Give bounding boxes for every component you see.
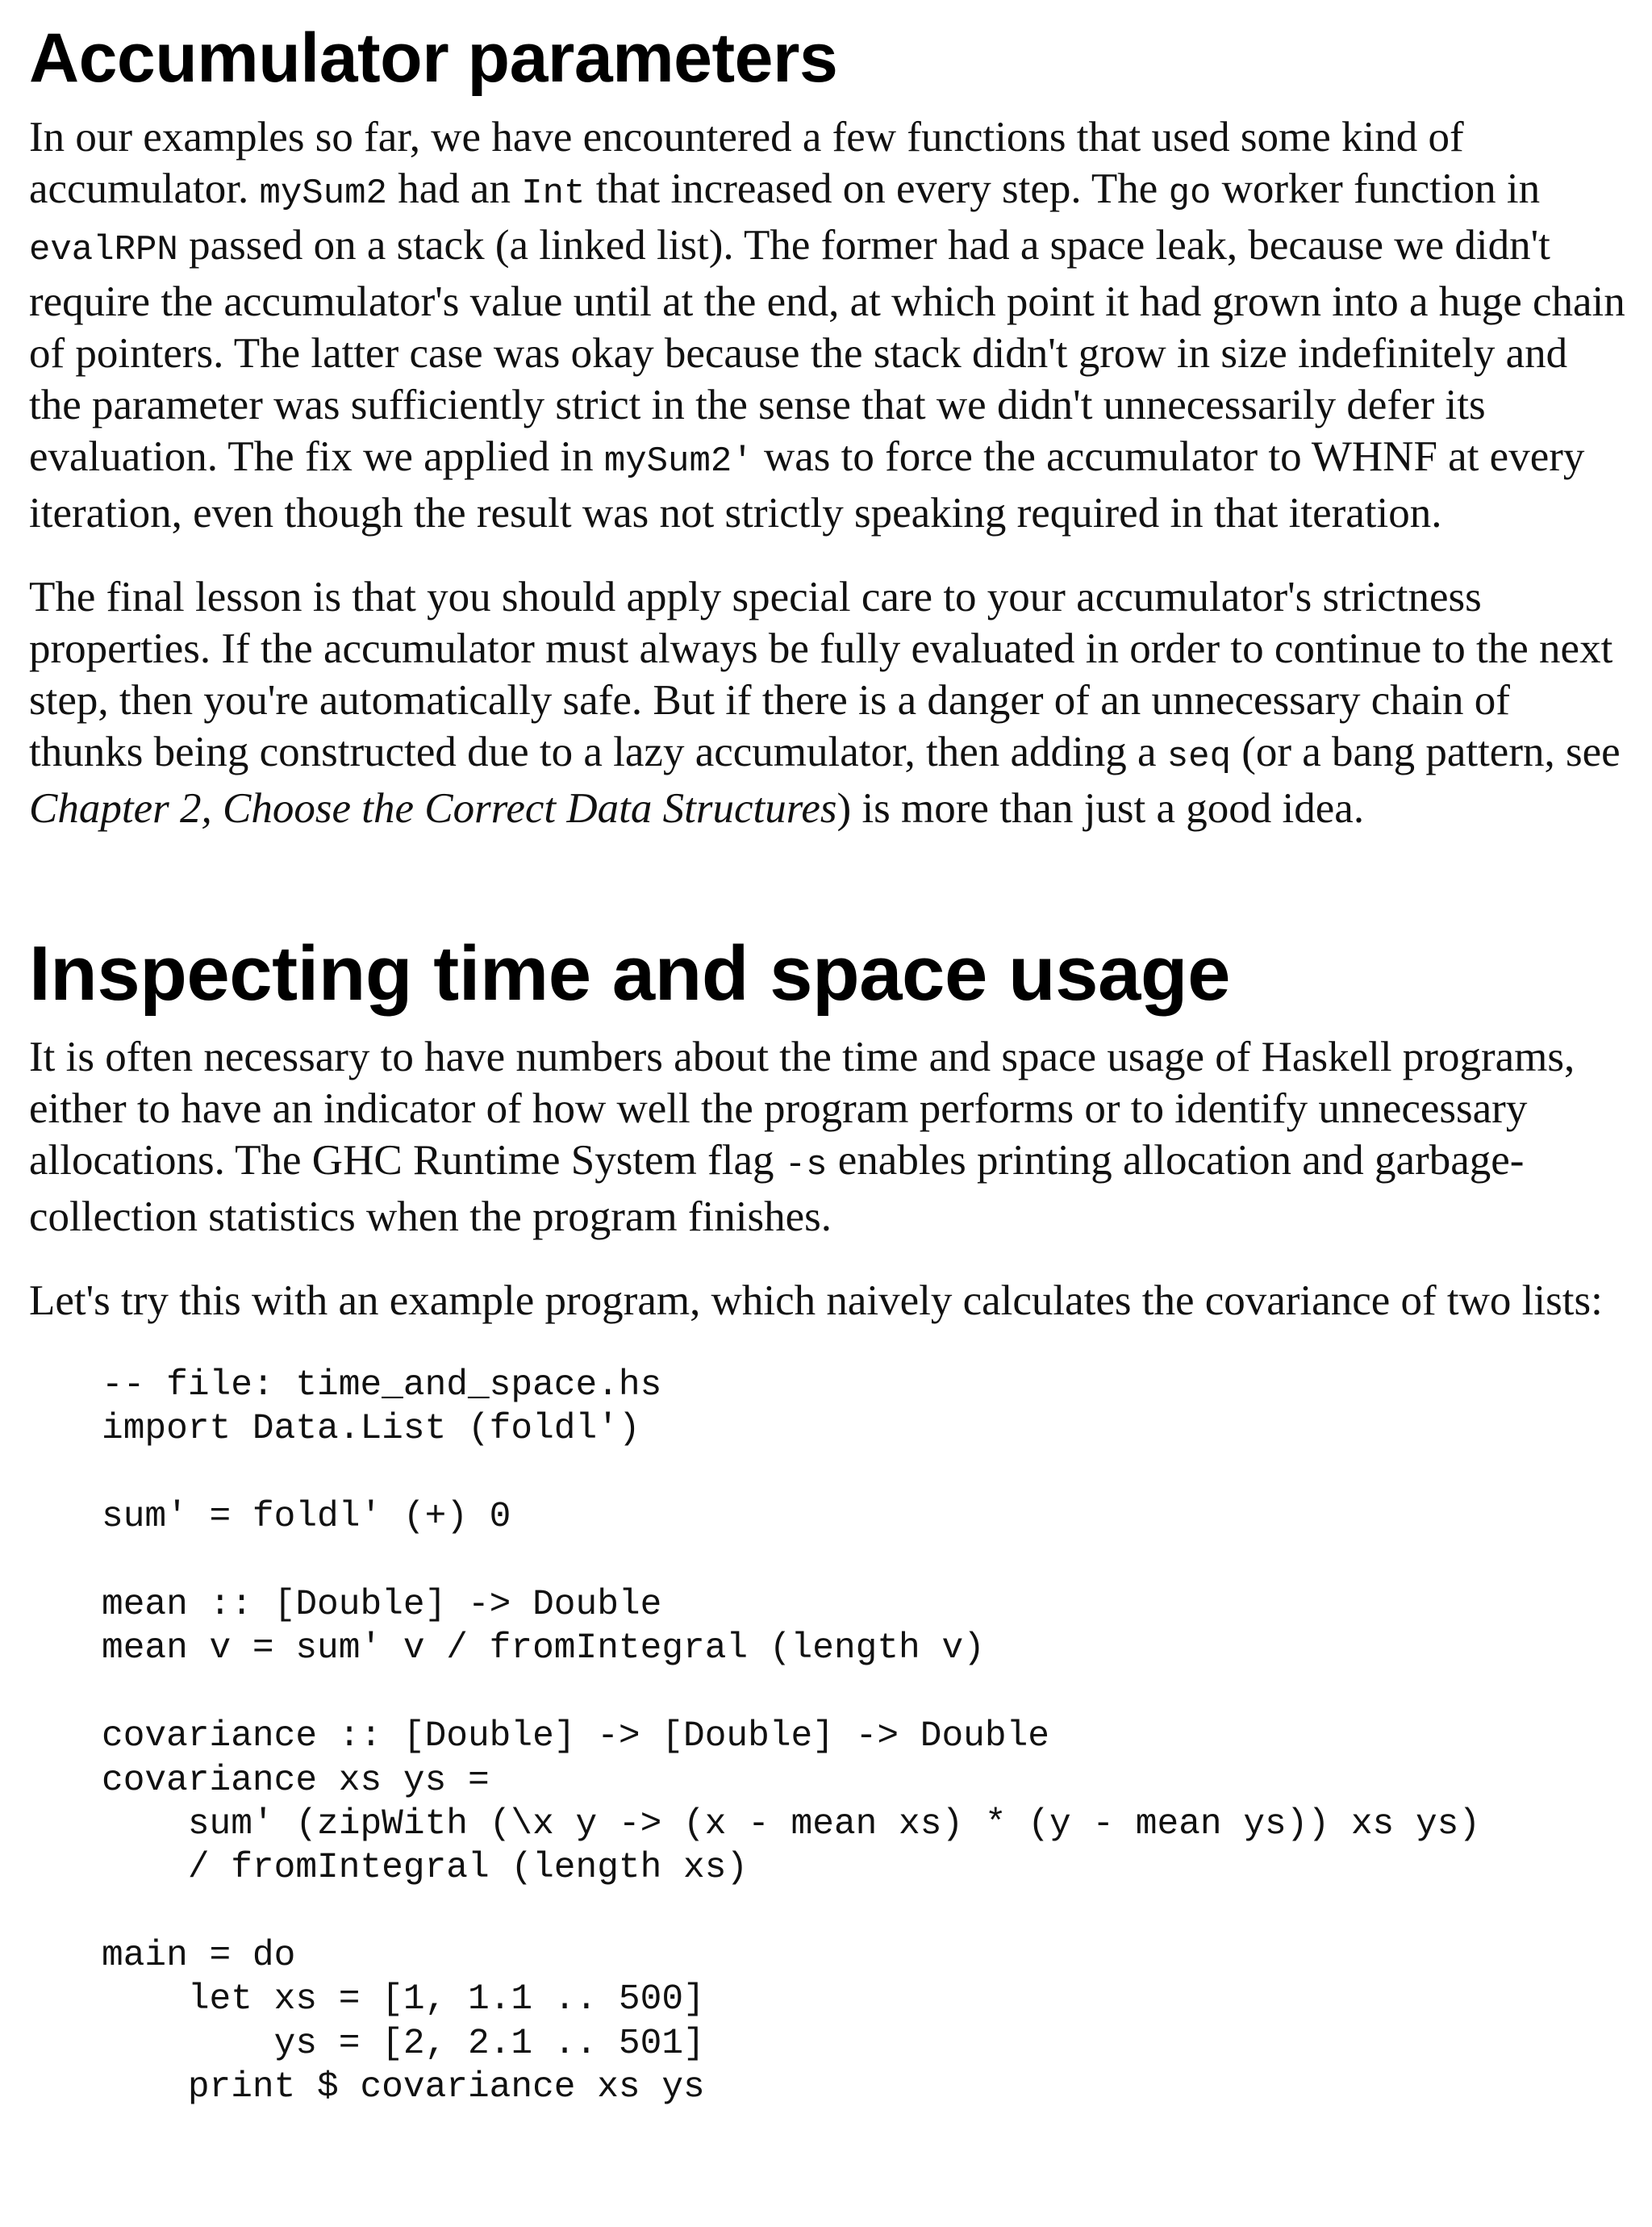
inline-code-go: go bbox=[1168, 173, 1212, 214]
code-line: print $ covariance xs ys bbox=[102, 2067, 705, 2108]
inline-code-mysum2-prime: mySum2' bbox=[603, 441, 753, 482]
code-line: sum' = foldl' (+) 0 bbox=[102, 1497, 511, 1538]
section-heading-accumulator-parameters: Accumulator parameters bbox=[29, 19, 838, 97]
code-line: mean :: [Double] -> Double bbox=[102, 1584, 662, 1625]
code-line bbox=[102, 1891, 1626, 1934]
paragraph-time-space-intro: It is often necessary to have numbers about the time and space usage of Haskell programs, either to have an indicator of how well the program performs or to identify unnecessary allocations. The GHC Runtime System flag -s enables printing allocation and garbage-collection statistics when the program finishes. bbox=[29, 1034, 1575, 1240]
document-page bbox=[29, 0, 1626, 2110]
code-line: main = do bbox=[102, 1936, 296, 1977]
inline-code-evalrpn: evalRPN bbox=[29, 230, 178, 270]
code-block-time-and-space bbox=[102, 1364, 1626, 2110]
code-line: let xs = [1, 1.1 .. 500] bbox=[102, 1979, 705, 2020]
code-line: covariance xs ys = bbox=[102, 1760, 490, 1801]
inline-code-int: Int bbox=[521, 173, 586, 214]
paragraph-final-lesson: The final lesson is that you should apply special care to your accumulator's strictness properties. If the accumulator must always be fully evaluated in order to continue to the next step, then you're automatically safe. But if there is a danger of an unnecessary chain of thunks being constructed due to a lazy accumulator, then adding a seq (or a bang pattern, see Chapter 2, Choose the Correct Data Structures) is more than just a good idea. bbox=[29, 574, 1621, 832]
code-line: mean v = sum' v / fromIntegral (length v) bbox=[102, 1628, 985, 1669]
code-line: sum' (zipWith (\x y -> (x - mean xs) * (y - mean ys)) xs ys) bbox=[102, 1803, 1481, 1845]
chapter-reference: Chapter 2, Choose the Correct Data Structures bbox=[29, 785, 837, 832]
code-line bbox=[102, 1540, 1626, 1583]
code-line: import Data.List (foldl') bbox=[102, 1409, 640, 1450]
code-line bbox=[102, 1452, 1626, 1495]
inline-code-seq: seq bbox=[1166, 737, 1231, 777]
paragraph-example-intro: Let's try this with an example program, which naively calculates the covariance of two lists: bbox=[29, 1277, 1603, 1324]
code-line: ys = [2, 2.1 .. 501] bbox=[102, 2023, 705, 2064]
paragraph-accumulator-intro: In our examples so far, we have encountered a few functions that used some kind of accumulator. mySum2 had an Int that increased on every step. The go worker function in evalRPN passed on a stack (a linked list). The former had a space leak, because we didn't require the accumulator's value until at the end, at which point it had grown into a huge chain of pointers. The latter case was okay because the stack didn't grow in size indefinitely and the parameter was sufficiently strict in the sense that we didn't unnecessarily defer its evaluation. The fix we applied in mySum2' was to force the accumulator to WHNF at every iteration, even though the result was not strictly speaking required in that iteration. bbox=[29, 114, 1625, 537]
code-line: / fromIntegral (length xs) bbox=[102, 1848, 749, 1889]
code-line: -- file: time_and_space.hs bbox=[102, 1365, 662, 1406]
section-heading-inspecting-time-space: Inspecting time and space usage bbox=[29, 930, 1230, 1017]
inline-code-s-flag: -s bbox=[784, 1145, 828, 1185]
code-line bbox=[102, 1671, 1626, 1715]
code-line: covariance :: [Double] -> [Double] -> Double bbox=[102, 1716, 1049, 1757]
inline-code-mysum2: mySum2 bbox=[259, 173, 387, 214]
